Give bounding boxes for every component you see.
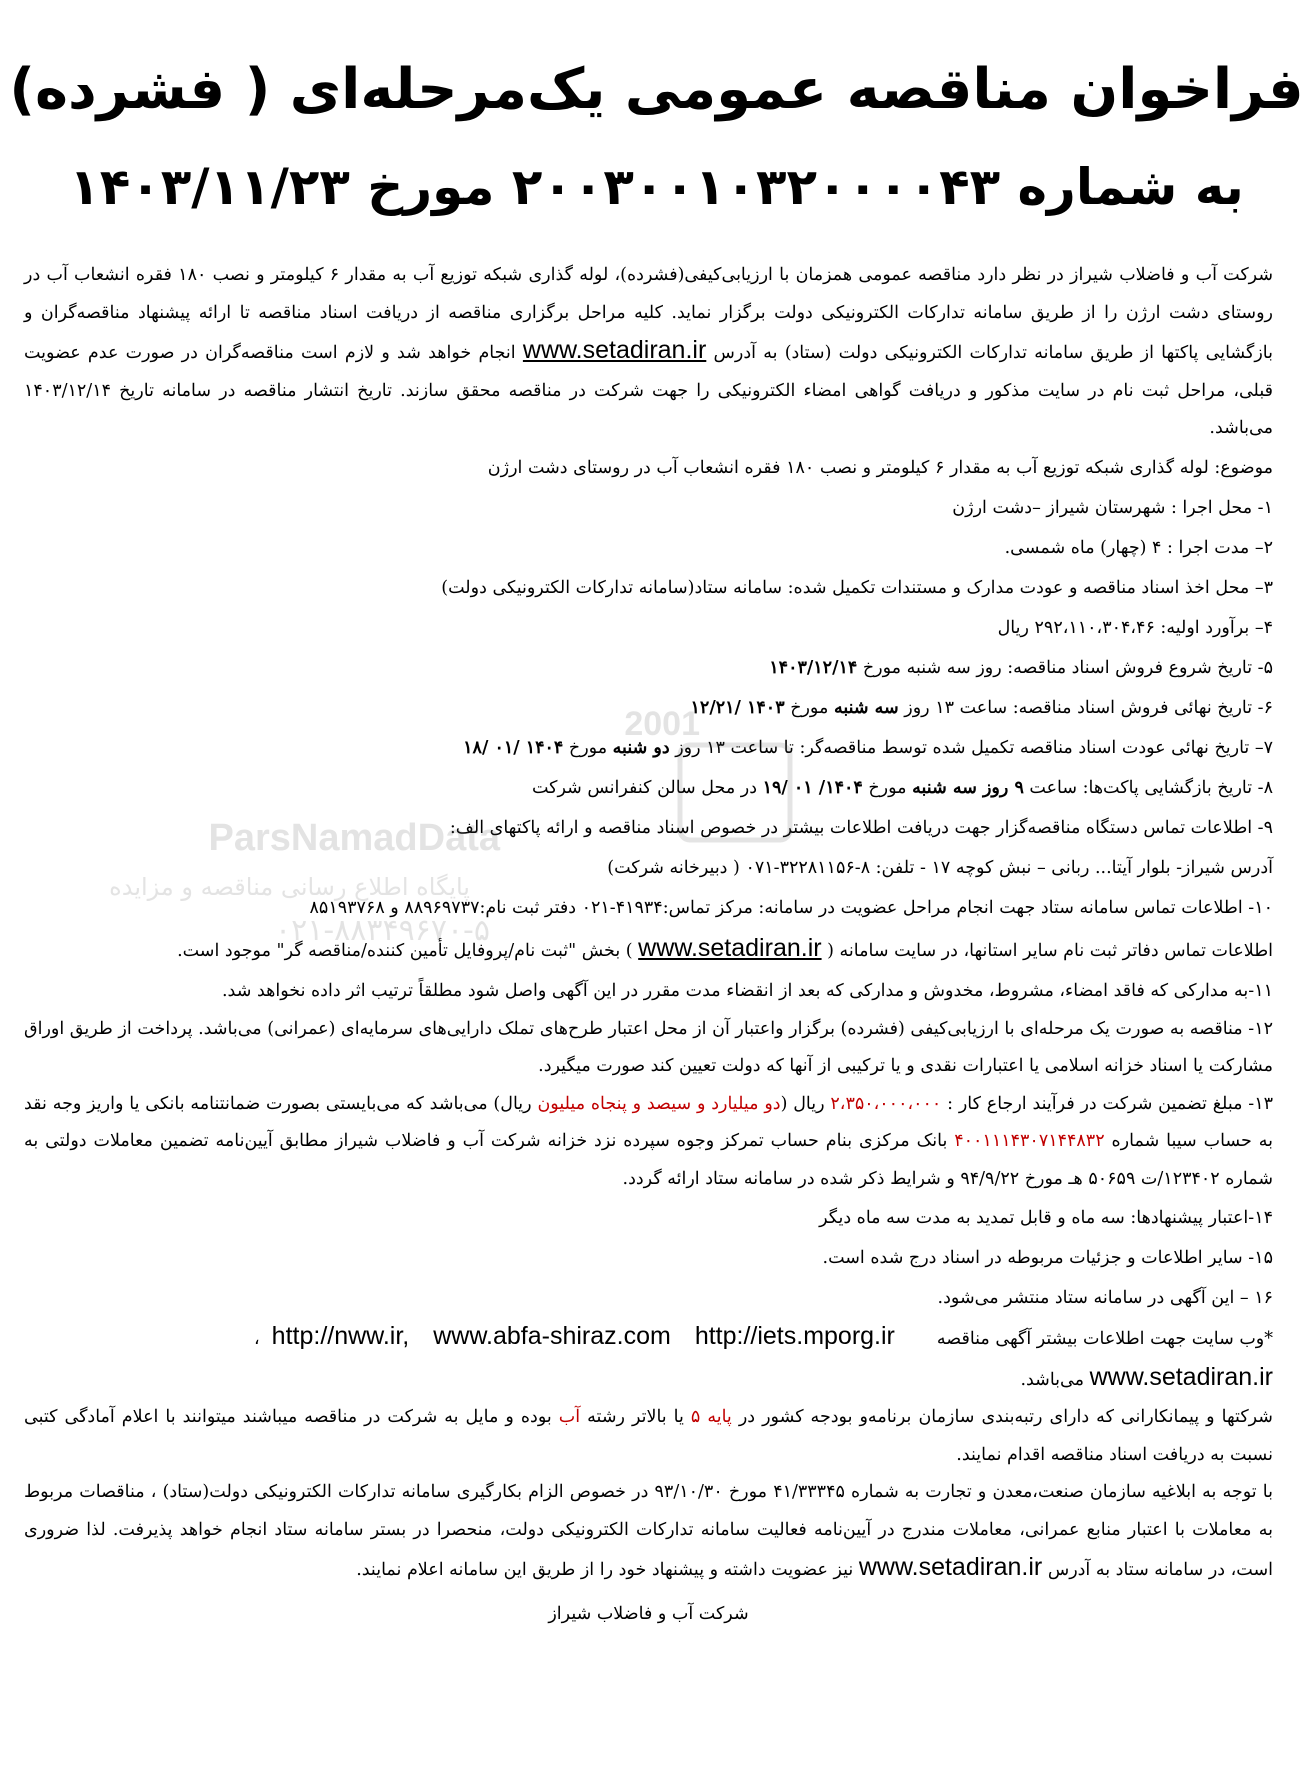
item-10-setad-contact: ۱۰- اطلاعات تماس سامانه ستاد جهت انجام مراحل عضویت در سامانه: مرکز تماس:۴۱۹۳۴-۰۲۱ دفتر ثبت نام:۸۸۹۶۹۷۳۷ و ۸۵۱۹۳۷۶۸ [309, 897, 1273, 918]
setadiran-link[interactable]: www.setadiran.ir [638, 933, 822, 962]
notice-title: فراخوان مناقصه عمومی یک‌مرحله‌ای ( فشرده) [9, 57, 1304, 122]
watermark-site: ParsNamadData [208, 817, 500, 859]
setadiran-link[interactable]: www.setadiran.ir [858, 1553, 1043, 1581]
item-13-guarantee: ۱۳- مبلغ تضمین شرکت در فرآیند ارجاع کار : ۲،۳۵۰،۰۰۰،۰۰۰ ریال (دو میلیارد و سیصد و پنجاه میلیون ریال) می‌باشد که می‌بایستی بصورت ضمانتنامه بانکی یا واریز وجه نقد به حساب سیبا شماره ۴۰۰۱۱۱۴۳۰۷۱۴۴۸۳۲ بانک مرکزی بنام حساب تمرکز وجوه سپرده نزد خزانه شرکت آب و فاضلاب شیراز مطابق آیین‌نامه تضمین معاملات دولتی به شماره ۱۲۳۴۰۲/ت ۵۰۶۵۹ هـ مورخ ۹۴/۹/۲۲ و شرایط ذکر شده در سامانه ستاد ارائه گردد. [24, 1093, 1274, 1189]
subject-line: موضوع: لوله گذاری شبکه توزیع آب به مقدار ۶ کیلومتر و نصب ۱۸۰ فقره انشعاب آب در روستای دشت ارژن [487, 457, 1273, 478]
watermark-year: 2001 [624, 705, 700, 743]
item-8-opening: ۸- تاریخ بازگشایی پاکت‌ها: ساعت ۹ روز سه شنبه مورخ ۱۴۰۴/ ۰۱ /۱۹ در محل سالن کنفرانس شرکت [531, 777, 1273, 798]
item-7-return-deadline: ۷– تاریخ نهائی عودت اسناد مناقصه تکمیل شده توسط مناقصه‌گر: تا ساعت ۱۳ روز دو شنبه مورخ ۱۴۰۴ /۰۱ /۱۸ [463, 737, 1273, 758]
item-15-other-info: ۱۵- سایر اطلاعات و جزئیات مربوطه در اسناد درج شده است. [822, 1248, 1273, 1268]
notice-body [24, 257, 1273, 1633]
grade-highlight: پایه ۵ [690, 1407, 732, 1427]
issuer-signature: شرکت آب و فاضلاب شیراز [548, 1603, 749, 1624]
setadiran-link[interactable]: www.setadiran.ir [522, 336, 707, 364]
item-3-documents: ۳– محل اخذ اسناد مناقصه و عودت مدارک و مستندات تکمیل شده: سامانه ستاد(سامانه تدارکات الکترونیکی دولت) [441, 577, 1273, 598]
item-11-invalid-docs: ۱۱-به مدارکی که فاقد امضاء، مشروط، مخدوش و مدارکی که بعد از انقضاء مدت مقرر در این آگهی واصل شود مطلقاً ترتیب اثر داده نخواهد شد. [221, 980, 1273, 1001]
opening-date: ۱۴۰۴/ ۰۱ /۱۹ [762, 777, 863, 798]
setadiran-link[interactable]: www.setadiran.ir [1089, 1362, 1273, 1391]
watermark-caption: پایگاه اطلاع رسانی مناقصه و مزایده [109, 873, 470, 901]
guarantee-amount-words: دو میلیارد و سیصد و پنجاه میلیون [537, 1093, 781, 1114]
item-16-publication: ۱۶ – این آگهی در سامانه ستاد منتشر می‌شود. [937, 1288, 1273, 1308]
setad-requirement-paragraph: با توجه به ابلاغیه سازمان صنعت،معدن و تجارت به شماره ۴۱/۳۳۳۴۵ مورخ ۹۳/۱۰/۳۰ در خصوص الزام بکارگیری سامانه تدارکات الکترونیکی دولت(ستاد) ، مناقصات مربوط به معاملات با اعتبار منابع عمرانی، معاملات مندرج در آیین‌نامه فعالیت سامانه تدارکات الکترونیکی دولت، منحصرا در بستر سامانه ستاد انجام خواهد پذیرفت. لذا ضروری است، در سامانه ستاد به آدرس www.setadiran.ir نیز عضویت داشته و پیشنهاد خود را از طریق این سامانه اعلام نمایند. [24, 1482, 1273, 1581]
account-number: ۴۰۰۱۱۱۴۳۰۷۱۴۴۸۳۲ [954, 1131, 1105, 1151]
item-14-validity: ۱۴-اعتبار پیشنهادها: سه ماه و قابل تمدید به مدت سه ماه دیگر [819, 1208, 1273, 1228]
item-12-tender-type: ۱۲- مناقصه به صورت یک مرحله‌ای با ارزیابی‌کیفی (فشرده) برگزار واعتبار آن از محل اعتبار طرح‌های تملک دارایی‌های سرمایه‌ای (عمرانی) می‌باشد. پرداخت از طریق اوراق مشارکت یا اسناد خزانه اسلامی یا اعتبارات نقدی و یا ترکیبی از آنها که دولت تعیین کند صورت میگیرد. [24, 1018, 1273, 1076]
item-9-contact: ۹- اطلاعات تماس دستگاه مناقصه‌گزار جهت دریافت اطلاعات بیشتر در خصوص اسناد مناقصه و ارائه پاکتهای الف: [449, 817, 1273, 838]
intro-paragraph [24, 257, 1273, 448]
sale-end-date: ۱۴۰۳ /۱۲/۲۱ [690, 697, 785, 718]
item-10-provinces: اطلاعات تماس دفاتر ثبت نام سایر استانها، در سایت سامانه ( www.setadiran.ir ) بخش "ثبت نام/پروفایل تأمین کننده/مناقصه گر" موجود است. [177, 933, 1273, 962]
item-4-estimate: ۴– برآورد اولیه: ۲۹۲،۱۱۰،۳۰۴،۴۶ ریال [997, 617, 1273, 638]
website-link[interactable]: www.abfa-shiraz.com [433, 1322, 671, 1350]
field-highlight: آب [558, 1407, 581, 1427]
return-deadline-date: ۱۴۰۴ /۰۱ /۱۸ [463, 737, 564, 758]
watermark-phone: ۰۲۱-۸۸۳۴۹۶۷۰-۵ [274, 913, 490, 948]
guarantee-amount: ۲،۳۵۰،۰۰۰،۰۰۰ [830, 1093, 942, 1114]
item-5-sale-start: ۵- تاریخ شروع فروش اسناد مناقصه: روز سه شنبه مورخ ۱۴۰۳/۱۲/۱۴ [769, 657, 1273, 678]
websites-line: *وب سایت جهت اطلاعات بیشتر آگهی مناقصهhttp://nww.ir, www.abfa-shiraz.com http://iets.mporg.ir، www.setadiran.ir می‌باشد. [24, 1318, 1273, 1399]
notice-number-date: به شماره ۲۰۰۳۰۰۱۰۳۲۰۰۰۰۴۳ مورخ ۱۴۰۳/۱۱/۲۳ [69, 158, 1244, 216]
website-list [260, 1318, 907, 1356]
item-6-sale-end: ۶- تاریخ نهائی فروش اسناد مناقصه: ساعت ۱۳ روز سه شنبه مورخ ۱۴۰۳ /۱۲/۲۱ [690, 697, 1273, 718]
intro-text-2: انجام خواهد شد و لازم است مناقصه‌گران در صورت عدم عضویت قبلی، مراحل ثبت نام در سایت مذکور و دریافت گواهی امضاء الکترونیکی را جهت شرکت در مناقصه محقق سازند. تاریخ انتشار مناقصه در سامانه تاریخ ۱۴۰۳/۱۲/۱۴ می‌باشد. [24, 343, 1274, 438]
sale-start-date: ۱۴۰۳/۱۲/۱۴ [769, 657, 858, 678]
eligibility-paragraph: شرکتها و پیمانکارانی که دارای رتبه‌بندی سازمان برنامه‌و بودجه کشور در پایه ۵ یا بالاتر رشته آب بوده و مایل به شرکت در مناقصه میباشند میتوانند با اعلام آمادگی کتبی نسبت به دریافت اسناد مناقصه اقدام نمایند. [24, 1407, 1273, 1465]
website-link[interactable]: http://iets.mporg.ir [694, 1322, 895, 1350]
intro-text-1: شرکت آب و فاضلاب شیراز در نظر دارد مناقصه عمومی همزمان با ارزیابی‌کیفی(فشرده)، لوله گذاری شبکه توزیع آب به مقدار ۶ کیلومتر و نصب ۱۸۰ فقره انشعاب آب در روستای دشت ارژن را از طریق سامانه تدارکات الکترونیکی دولت برگزار نماید. کلیه مراحل برگزاری مناقصه از دریافت اسناد مناقصه تا ارائه پیشنهاد مناقصه‌گران و بازگشایی پاکتها از طریق سامانه تدارکات الکترونیکی دولت (ستاد) به آدرس [24, 265, 1273, 363]
item-2-duration: ۲– مدت اجرا : ۴ (چهار) ماه شمسی. [1004, 537, 1273, 558]
item-1-location: ۱- محل اجرا : شهرستان شیراز –دشت ارژن [952, 497, 1273, 518]
item-9-address: آدرس شیراز- بلوار آیتا... ربانی – نبش کوچه ۱۷ - تلفن: ۸-۳۲۲۸۱۱۵۶-۰۷۱ ( دبیرخانه شرکت) [607, 857, 1273, 878]
website-link[interactable]: http://nww.ir, [271, 1322, 410, 1350]
